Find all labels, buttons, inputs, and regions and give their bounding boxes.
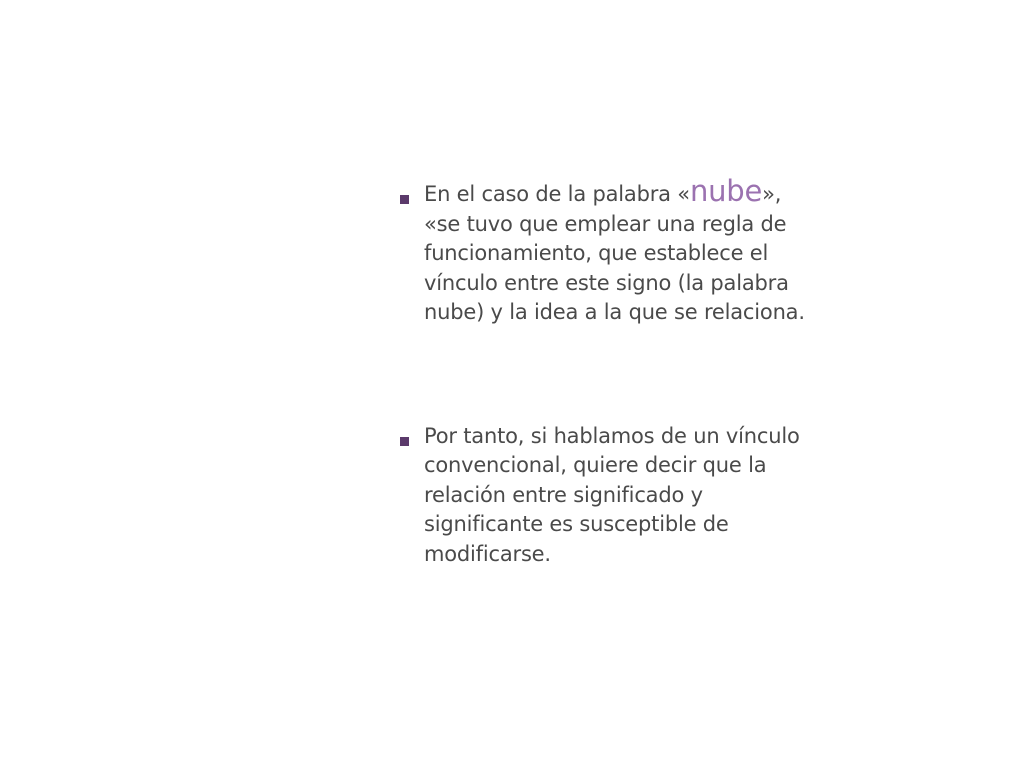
bullet-line: modificarse. bbox=[424, 541, 551, 566]
bullet-line bbox=[424, 174, 858, 210]
bullet-line: convencional, quiere decir que la bbox=[424, 453, 767, 477]
bullet-line: funcionamiento, que establece el bbox=[424, 241, 769, 265]
highlighted-word: nube bbox=[689, 174, 763, 208]
text-before-highlight: En el caso de la palabra « bbox=[424, 182, 690, 206]
bullet-line: Por tanto, si hablamos de un vínculo bbox=[424, 423, 800, 448]
bullet-line: nube) y la idea a la que se relaciona. bbox=[424, 300, 805, 324]
bullet-line: relación entre significado y bbox=[424, 482, 703, 507]
text-after-highlight: », bbox=[762, 182, 782, 206]
bullet-list bbox=[398, 174, 858, 569]
bullet-line: «se tuvo que emplear una regla de bbox=[424, 211, 787, 236]
bullet-line: significante es susceptible de bbox=[424, 512, 729, 536]
bullet-line: vínculo entre este signo (la palabra bbox=[424, 270, 789, 295]
bullet-item-convencional bbox=[398, 422, 858, 570]
square-bullet-icon bbox=[400, 437, 409, 446]
square-bullet-icon bbox=[400, 195, 409, 204]
bullet-item-nube bbox=[398, 174, 858, 328]
